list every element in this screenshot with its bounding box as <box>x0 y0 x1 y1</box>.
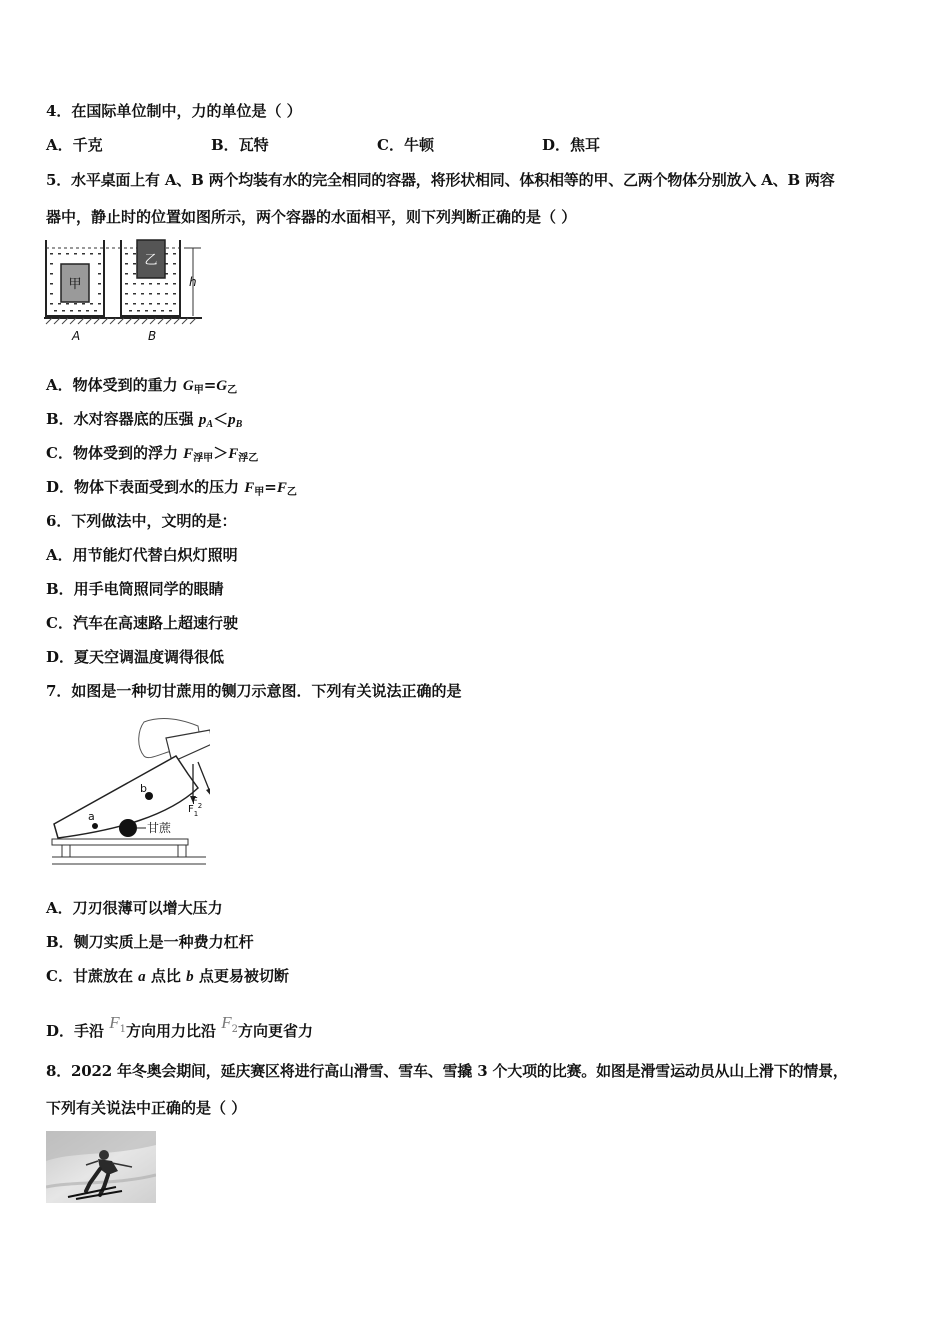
q5-option-a: A．物体受到的重力 $G_甲=G_乙$ <box>46 376 238 396</box>
q7-label-F1: $F_1$ <box>188 804 199 818</box>
q7-stem: 7．如图是一种切甘蔗用的铡刀示意图．下列有关说法正确的是 <box>46 682 462 700</box>
q5-option-b: B．水对容器底的压强 $p_A<p_B$ <box>46 410 243 430</box>
q4-option-c: C．牛顿 <box>377 136 434 154</box>
q7-option-b: B．铡刀实质上是一种费力杠杆 <box>46 933 254 951</box>
q8-skier-photo <box>46 1131 156 1203</box>
q5-stem-line2: 器中，静止时的位置如图所示，两个容器的水面相平，则下列判断正确的是（ ） <box>46 208 577 226</box>
q8-stem-line2: 下列有关说法中正确的是（ ） <box>46 1099 247 1117</box>
q5-option-d: D．物体下表面受到水的压力 $F_甲=F_乙$ <box>46 478 297 498</box>
q4-stem: 4．在国际单位制中，力的单位是（ ） <box>46 102 302 120</box>
q7-figure-guillotine <box>48 716 210 868</box>
q7-option-c: C．甘蔗放在 a 点比 b 点更易被切断 <box>46 967 289 985</box>
q7-option-a: A．刀刃很薄可以增大压力 <box>46 899 223 917</box>
q7-sugarcane <box>119 819 137 837</box>
q6-stem: 6．下列做法中，文明的是： <box>46 512 237 530</box>
q4-option-a: A．千克 <box>46 136 103 154</box>
q6-option-a: A．用节能灯代替白炽灯照明 <box>46 546 238 564</box>
q7-option-d: D．手沿 $F^1$方向用力比沿 $F^2$方向更省力 <box>46 1013 314 1040</box>
q4-option-d: D．焦耳 <box>542 136 601 154</box>
q5-option-c: C．物体受到的浮力 $F_{浮甲}>F_{浮乙}$ <box>46 444 259 464</box>
q7-label-F2: $F_2$ <box>192 796 203 810</box>
q5-label-A: A <box>72 329 81 343</box>
q7-label-b: b <box>140 782 147 795</box>
q6-option-c: C．汽车在高速路上超速行驶 <box>46 614 238 632</box>
q6-option-d: D．夏天空调温度调得很低 <box>46 648 225 666</box>
q8-stem-line1: 8．2022 年冬奥会期间，延庆赛区将进行高山滑雪、雪车、雪撬 3 个大项的比赛。如图是滑雪运动员从山上滑下的情景， <box>46 1062 848 1080</box>
q7-label-cane: 甘蔗 <box>147 821 172 835</box>
q5-label-h: h <box>189 275 197 289</box>
q5-label-B: B <box>148 329 157 343</box>
q5-figure-containers <box>44 236 204 344</box>
q5-label-jia: 甲 <box>68 277 82 292</box>
q5-label-yi: 乙 <box>144 253 158 268</box>
q4-option-b: B．瓦特 <box>211 136 269 154</box>
q5-stem-line1: 5．水平桌面上有 A、B 两个均装有水的完全相同的容器，将形状相同、体积相等的甲、乙两个物体分别放入 A、B 两容 <box>46 171 835 189</box>
q7-label-a: a <box>88 810 95 823</box>
q6-option-b: B．用手电筒照同学的眼睛 <box>46 580 224 598</box>
